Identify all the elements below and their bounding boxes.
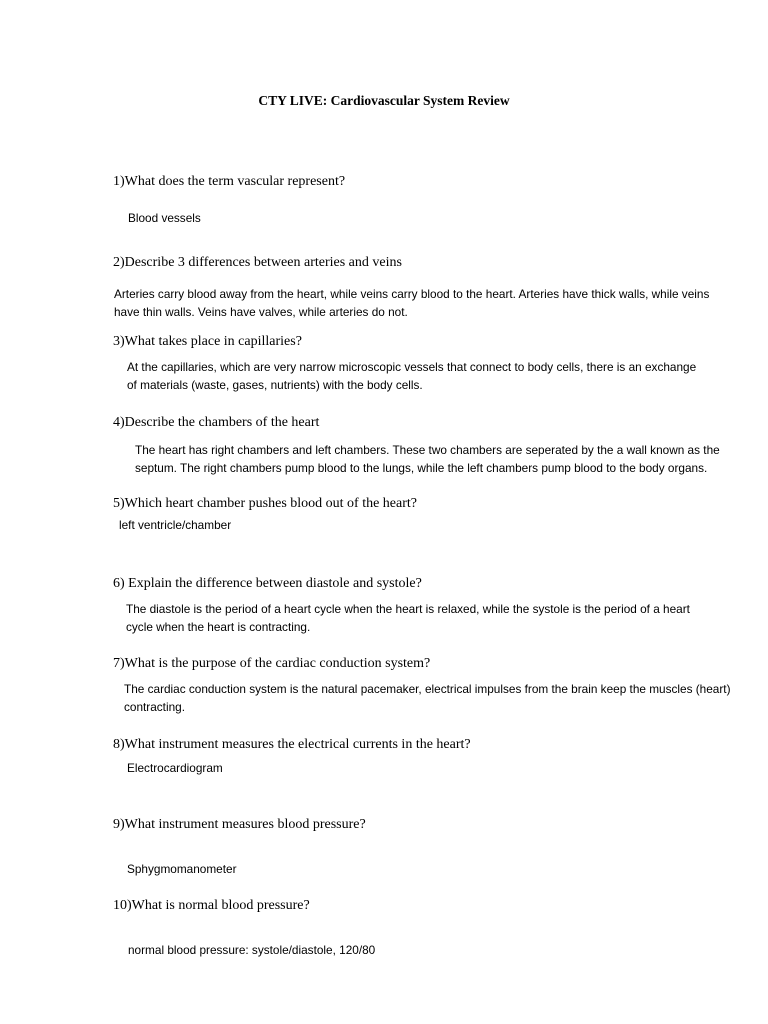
- answer-5: left ventricle/chamber: [119, 518, 232, 532]
- answer-4: The heart has right chambers and left chambers. These two chambers are seperated by the a wall known as the septum. The right chambers pump blood to the lungs, while the left chambers pump blood to the body organs.: [135, 443, 720, 475]
- answer-9: Sphygmomanometer: [127, 862, 237, 876]
- answer-10: normal blood pressure: systole/diastole, 120/80: [128, 943, 376, 957]
- question-4: 4)Describe the chambers of the heart: [113, 415, 320, 430]
- answer-1: Blood vessels: [128, 211, 201, 225]
- question-10: 10)What is normal blood pressure?: [113, 898, 310, 913]
- question-6: 6) Explain the difference between diastole and systole?: [113, 576, 422, 591]
- answer-3: At the capillaries, which are very narrow microscopic vessels that connect to body cells, there is an exchange of materials (waste, gases, nutrients) with the body cells.: [127, 360, 697, 392]
- question-8: 8)What instrument measures the electrical currents in the heart?: [113, 737, 471, 752]
- answer-7: The cardiac conduction system is the natural pacemaker, electrical impulses from the brain keep the muscles (heart) contracting.: [124, 682, 731, 714]
- question-9: 9)What instrument measures blood pressure?: [113, 817, 366, 832]
- answer-2: Arteries carry blood away from the heart, while veins carry blood to the heart. Arteries have thick walls, while veins have thin walls. Veins have valves, while arteries do not.: [114, 287, 710, 319]
- answer-8: Electrocardiogram: [127, 761, 223, 775]
- page-title: CTY LIVE: Cardiovascular System Review: [258, 93, 510, 108]
- question-1: 1)What does the term vascular represent?: [113, 174, 346, 189]
- question-2: 2)Describe 3 differences between arteries and veins: [113, 255, 402, 270]
- question-3: 3)What takes place in capillaries?: [113, 334, 302, 349]
- question-5: 5)Which heart chamber pushes blood out of the heart?: [113, 496, 418, 511]
- answer-6: The diastole is the period of a heart cycle when the heart is relaxed, while the systole is the period of a heart cycle when the heart is contracting.: [126, 602, 690, 634]
- question-7: 7)What is the purpose of the cardiac conduction system?: [113, 656, 431, 671]
